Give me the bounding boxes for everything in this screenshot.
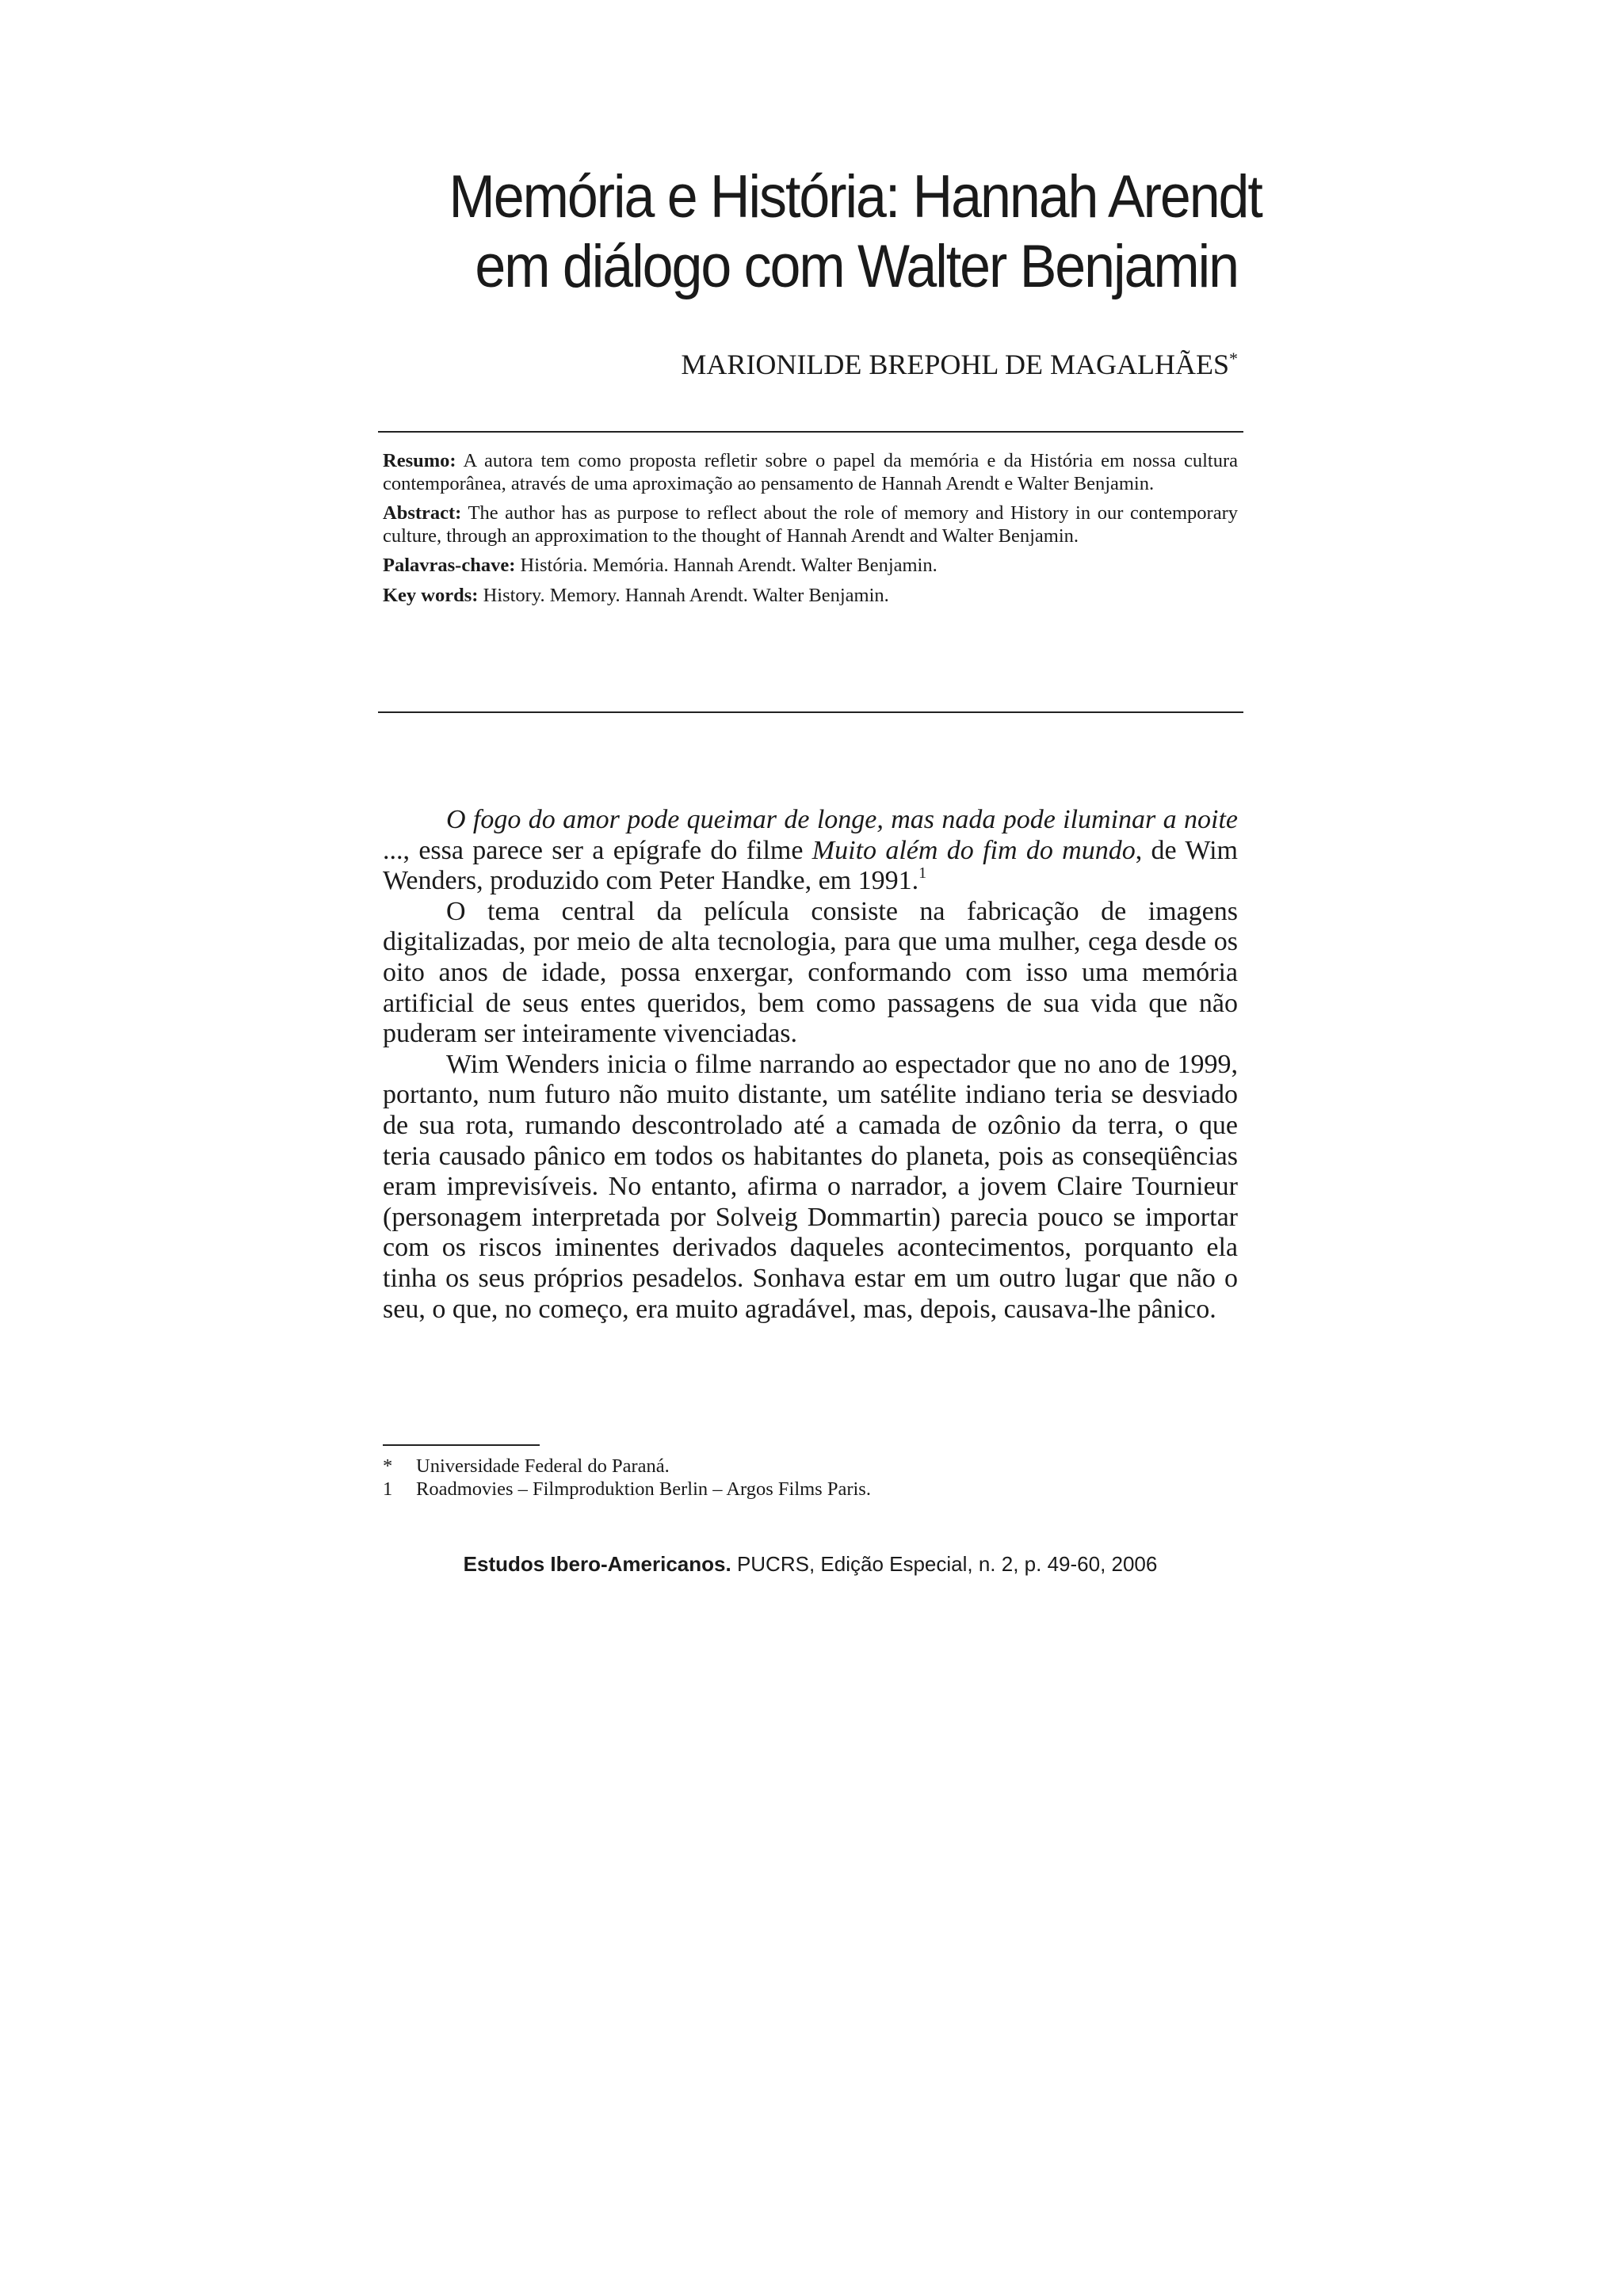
title-line-2: em diálogo com Walter Benjamin xyxy=(475,233,1238,300)
footnote-item xyxy=(383,1478,1238,1501)
journal-details: PUCRS, Edição Especial, n. 2, p. 49-60, 2006 xyxy=(731,1552,1158,1576)
palavras-chave-text: História. Memória. Hannah Arendt. Walter Benjamin. xyxy=(515,555,938,576)
body-paragraph-2: O tema central da película consiste na fabricação de imagens digitalizadas, por meio de alta tecnologia, para que uma mulher, cega desde os oito anos de idade, possa enxergar, conformando com isso uma memória artificial de seus entes queridos, bem como passagens de sua vida que não puderam ser inteiramente vivenciadas. xyxy=(383,896,1238,1049)
abstract-bottom-rule xyxy=(378,711,1243,713)
author-name: MARIONILDE BREPOHL DE MAGALHÃES xyxy=(681,349,1229,380)
abstract-section xyxy=(383,450,1238,614)
epigraph-quote: O fogo do amor pode queimar de longe, mas nada pode iluminar a noite xyxy=(446,805,1238,834)
abstract-text: The author has as purpose to reflect about the role of memory and History in our contemporary culture, through an approximation to the thought of Hannah Arendt and Walter Benjamin. xyxy=(383,502,1238,547)
footnotes xyxy=(383,1455,1238,1501)
resumo-paragraph xyxy=(383,450,1238,495)
journal-name: Estudos Ibero-Americanos. xyxy=(463,1552,731,1576)
author-byline xyxy=(380,347,1238,382)
abstract-top-rule xyxy=(378,431,1243,433)
author-footnote-mark: * xyxy=(1229,349,1238,368)
footnote-separator xyxy=(383,1444,540,1446)
journal-footer xyxy=(383,1551,1238,1577)
footnote-text: Universidade Federal do Paraná. xyxy=(416,1455,670,1477)
article-body xyxy=(383,805,1238,1325)
resumo-text: A autora tem como proposta refletir sobre o papel da memória e da História em nossa cultura contemporânea, através de uma aproximação ao pensamento de Hannah Arendt e Walter Benjamin. xyxy=(383,450,1238,494)
body-paragraph-3: Wim Wenders inicia o filme narrando ao espectador que no ano de 1999, portanto, num futuro não muito distante, um satélite indiano teria se desviado de sua rota, rumando descontrolado até a camada de ozônio da terra, o que teria causado pânico em todos os habitantes do planeta, pois as conseqüências eram imprevisíveis. No entanto, afirma o narrador, a jovem Claire Tournieur (personagem interpretada por Solveig Dommartin) parecia pouco se importar com os riscos iminentes derivados daqueles acontecimentos, porquanto ela tinha os seus próprios pesadelos. Sonhava estar em um outro lugar que não o seu, o que, no começo, era muito agradável, mas, depois, causava-lhe pânico. xyxy=(383,1049,1238,1324)
body-paragraph-1 xyxy=(383,805,1238,897)
footnote-mark: * xyxy=(383,1455,393,1477)
palavras-chave-label: Palavras-chave: xyxy=(383,555,516,576)
body-p1-mid: ..., essa parece ser a epígrafe do filme xyxy=(383,835,812,865)
palavras-chave-paragraph xyxy=(383,555,1238,578)
keywords-paragraph xyxy=(383,585,1238,608)
footnote-ref-1: 1 xyxy=(918,864,927,883)
body-p1-end: , de Wim Wenders, produzido com Peter Handke, em 1991. xyxy=(383,835,1238,896)
resumo-label: Resumo: xyxy=(383,450,456,471)
abstract-label: Abstract: xyxy=(383,502,462,524)
title-line-1: Memória e História: Hannah Arendt xyxy=(449,163,1262,231)
abstract-paragraph xyxy=(383,502,1238,547)
footnote-item xyxy=(383,1455,1238,1478)
footnote-mark: 1 xyxy=(383,1478,393,1500)
article-title xyxy=(449,162,1262,302)
keywords-label: Key words: xyxy=(383,584,479,606)
film-title: Muito além do fim do mundo xyxy=(812,835,1136,865)
keywords-text: History. Memory. Hannah Arendt. Walter Benjamin. xyxy=(478,584,889,606)
footnote-text: Roadmovies – Filmproduktion Berlin – Argos Films Paris. xyxy=(416,1478,871,1500)
